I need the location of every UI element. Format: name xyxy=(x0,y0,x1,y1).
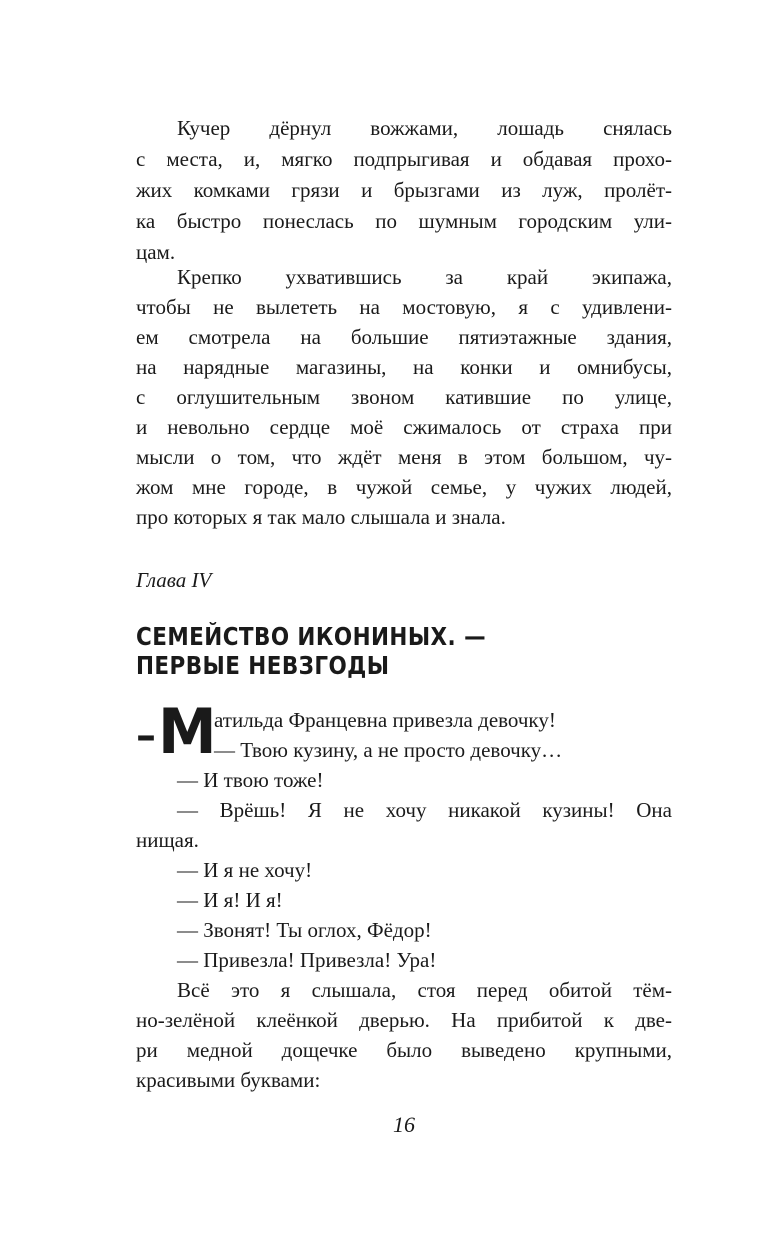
chapter-title xyxy=(136,622,597,680)
paragraph-2-line: жом мне городе, в чужой семье, у чужих людей, xyxy=(136,475,672,499)
paragraph-3-line: Всё это я слышала, стоя перед обитой тём- xyxy=(177,978,672,1002)
paragraph-2-line: на нарядные магазины, на конки и омнибусы, xyxy=(136,355,672,379)
paragraph-2-line: чтобы не вылететь на мостовую, я с удивлени- xyxy=(136,295,672,319)
dialogue-line: — И я! И я! xyxy=(177,888,283,912)
paragraph-2-line: с оглушительным звоном катившие по улице, xyxy=(136,385,672,409)
paragraph-2-line: мысли о том, что ждёт меня в этом большом, чу- xyxy=(136,445,672,469)
paragraph-2-line: про которых я так мало слышала и знала. xyxy=(136,505,506,529)
paragraph-1-line: ка быстро понеслась по шумным городским ули- xyxy=(136,209,672,233)
dialogue-line: нищая. xyxy=(136,828,199,852)
page-number: 16 xyxy=(393,1112,415,1137)
dialogue-line: — И твою тоже! xyxy=(177,768,324,792)
paragraph-1-line: с места, и, мягко подпрыгивая и обдавая прохо- xyxy=(136,147,672,171)
paragraph-2-line: и невольно сердце моё сжималось от страха при xyxy=(136,415,672,439)
paragraph-2-line: Крепко ухватившись за край экипажа, xyxy=(177,265,672,289)
chapter-title-line-2: ПЕРВЫЕ НЕВЗГОДЫ xyxy=(136,651,390,680)
paragraph-3-line: ри медной дощечке было выведено крупными, xyxy=(136,1038,672,1062)
dialogue-line: — И я не хочу! xyxy=(177,858,313,882)
paragraph-2-line: ем смотрела на большие пятиэтажные здания, xyxy=(136,325,672,349)
paragraph-1-line: жих комками грязи и брызгами из луж, пролёт- xyxy=(136,178,672,202)
dialogue-line: — Привезла! Привезла! Ура! xyxy=(177,948,437,972)
paragraph-3-line: но-зелёной клеёнкой дверью. На прибитой к две- xyxy=(136,1008,672,1032)
paragraph-3-line: красивыми буквами: xyxy=(136,1068,321,1092)
dialogue-line: — Звонят! Ты оглох, Фёдор! xyxy=(177,918,432,942)
dialogue-line: — Врёшь! Я не хочу никакой кузины! Она xyxy=(177,798,672,822)
chapter-label: Глава IV xyxy=(136,568,212,592)
paragraph-1-line: цам. xyxy=(136,240,176,264)
paragraph-1-line: Кучер дёрнул вожжами, лошадь снялась xyxy=(177,116,672,140)
dropcap-dash: – xyxy=(136,713,156,759)
dropcap-letter: М xyxy=(158,695,217,768)
chapter-title-line-1: СЕМЕЙСТВО ИКОНИНЫХ. — xyxy=(136,622,487,651)
dialogue-line: атильда Францевна привезла девочку! xyxy=(214,708,556,732)
dialogue-line: — Твою кузину, а не просто девочку… xyxy=(214,738,563,762)
